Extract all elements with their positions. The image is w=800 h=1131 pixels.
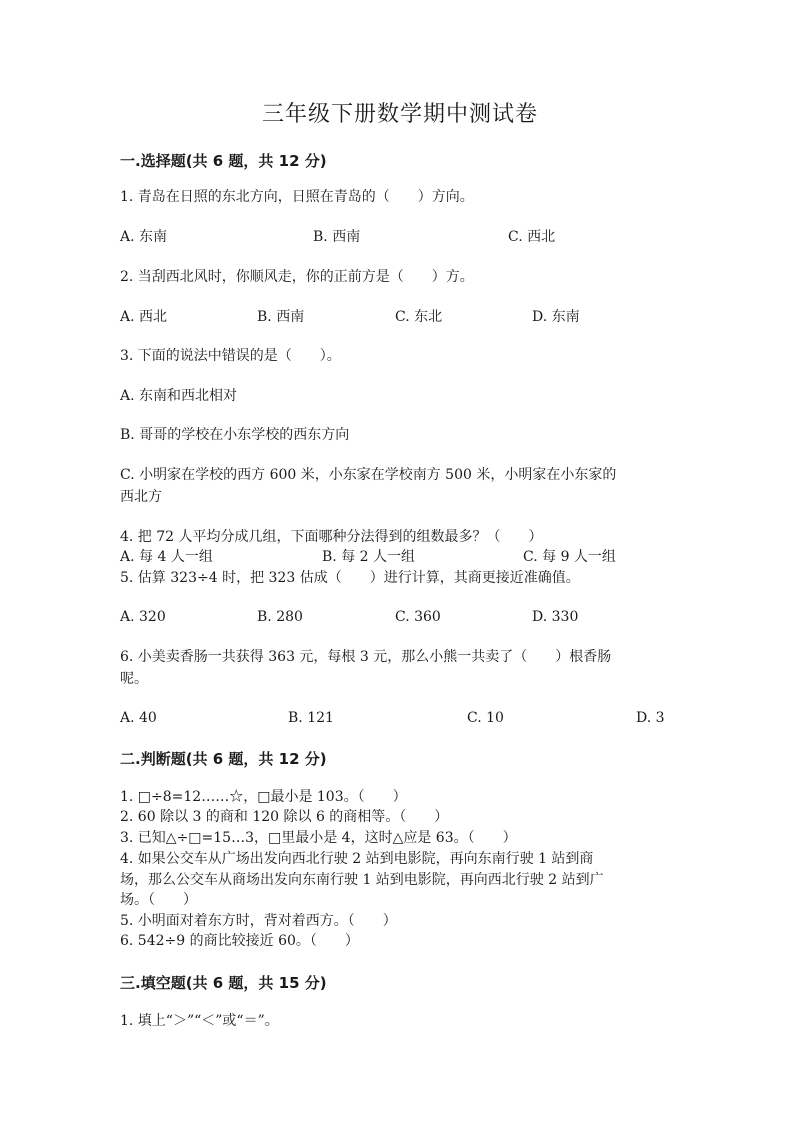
- option-b: B. 西南: [257, 309, 305, 325]
- question-stem: 5. 估算 323÷4 时，把 323 估成（ ）进行计算，其商更接近准确值。: [120, 570, 580, 586]
- question-stem: 6. 小美卖香肠一共获得 363 元，每根 3 元，那么小熊一共卖了（ ）根香肠: [120, 649, 612, 665]
- option-d: D. 3: [636, 710, 665, 726]
- option-a: A. 320: [120, 609, 166, 625]
- option-c: C. 10: [467, 710, 504, 726]
- question-stem-continued: 呢。: [120, 671, 148, 687]
- question-stem: 2. 当刮西北风时，你顺风走，你的正前方是（ ）方。: [120, 269, 474, 285]
- judgement-item-continued: 场，那么公交车从商场出发向东南行驶 1 站到电影院，再向西北行驶 2 站到广: [120, 872, 604, 888]
- option-c: C. 东北: [395, 309, 443, 325]
- judgement-item: 4. 如果公交车从广场出发向西北行驶 2 站到电影院，再向东南行驶 1 站到商: [120, 851, 594, 867]
- judgement-item: 5. 小明面对着东方时，背对着西方。（ ）: [120, 913, 397, 929]
- option-c-continued: 西北方: [120, 489, 162, 505]
- question-stem: 1. 青岛在日照的东北方向，日照在青岛的（ ）方向。: [120, 189, 474, 205]
- option-b: B. 西南: [313, 229, 361, 245]
- option-b: B. 121: [288, 710, 334, 726]
- section-heading-choice: 一.选择题(共 6 题，共 12 分): [120, 152, 327, 170]
- question-stem: 4. 把 72 人平均分成几组，下面哪种分法得到的组数最多？（ ）: [120, 529, 543, 545]
- question-stem: 3. 下面的说法中错误的是（ ）。: [120, 348, 341, 364]
- option-c: C. 360: [395, 609, 441, 625]
- option-c: C. 小明家在学校的西方 600 米，小东家在学校南方 500 米，小明家在小东家的: [120, 467, 617, 483]
- option-a: A. 东南和西北相对: [120, 388, 238, 404]
- option-a: A. 40: [120, 710, 157, 726]
- question-stem: 1. 填上“＞”“＜”或“＝”。: [120, 1013, 279, 1029]
- option-c: C. 西北: [508, 229, 556, 245]
- section-heading-fill-in: 三.填空题(共 6 题，共 15 分): [120, 974, 327, 992]
- judgement-item: 3. 已知△÷□=15…3，□里最小是 4，这时△应是 63。（ ）: [120, 830, 517, 846]
- option-b: B. 280: [257, 609, 303, 625]
- option-b: B. 每 2 人一组: [322, 549, 415, 565]
- option-b: B. 哥哥的学校在小东学校的西东方向: [120, 427, 350, 443]
- judgement-item: 2. 60 除以 3 的商和 120 除以 6 的商相等。（ ）: [120, 809, 449, 825]
- option-a: A. 西北: [120, 309, 168, 325]
- option-a: A. 每 4 人一组: [120, 549, 213, 565]
- option-d: D. 330: [532, 609, 579, 625]
- page-title: 三年级下册数学期中测试卷: [261, 102, 538, 127]
- option-a: A. 东南: [120, 229, 168, 245]
- judgement-item-continued: 场。（ ）: [120, 892, 197, 908]
- judgement-item: 1. □÷8=12……☆，□最小是 103。（ ）: [120, 789, 407, 805]
- option-c: C. 每 9 人一组: [523, 549, 616, 565]
- option-d: D. 东南: [532, 309, 580, 325]
- judgement-item: 6. 542÷9 的商比较接近 60。（ ）: [120, 933, 359, 949]
- section-heading-judgement: 二.判断题(共 6 题，共 12 分): [120, 750, 327, 768]
